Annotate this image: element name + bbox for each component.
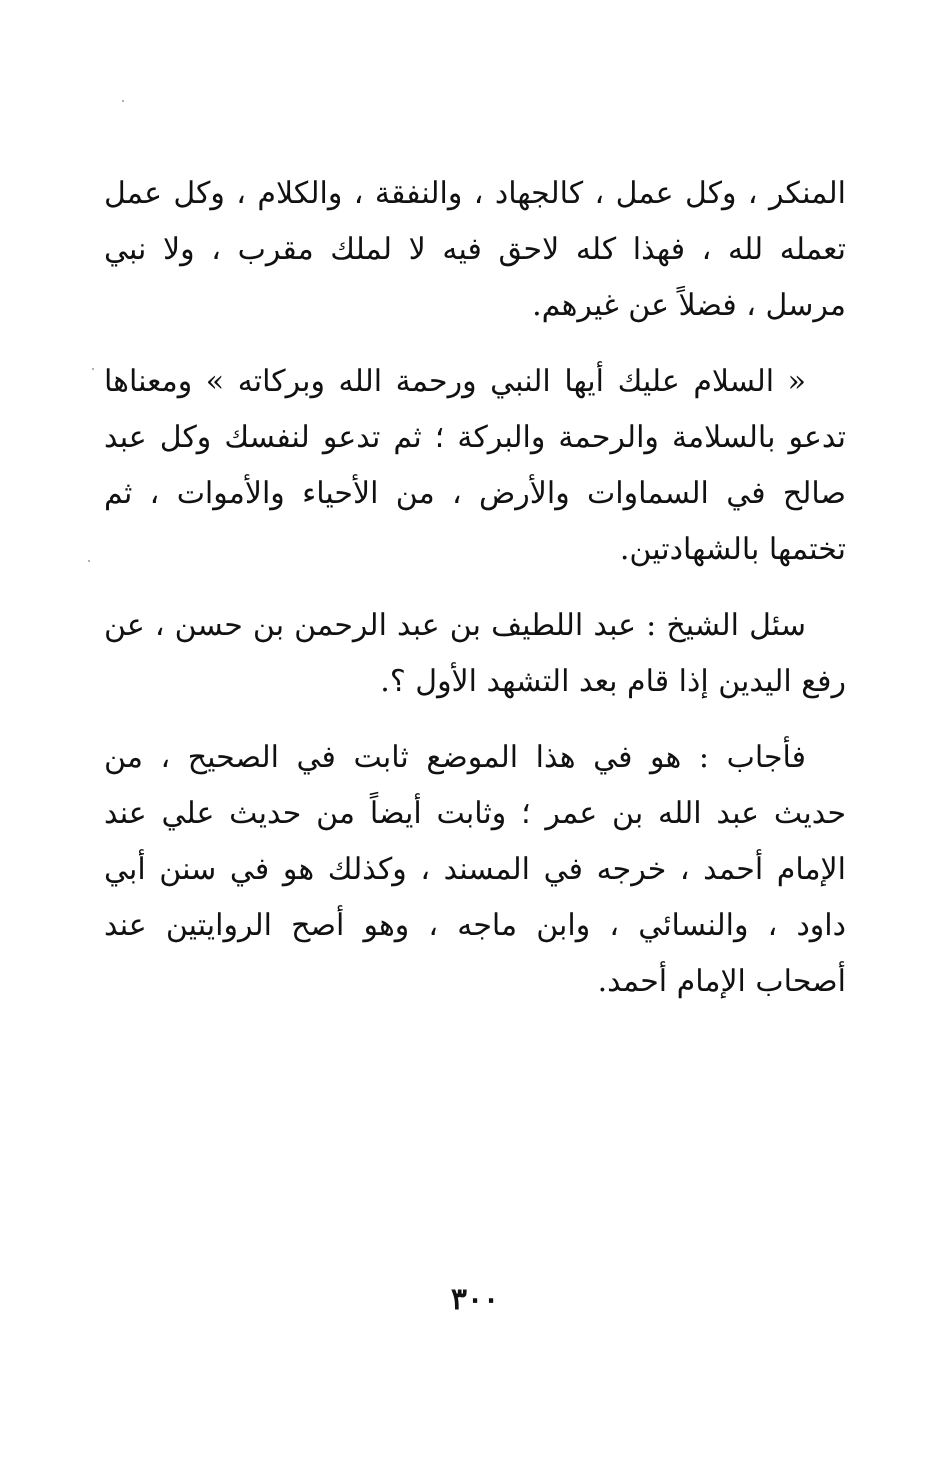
scan-speck — [88, 560, 90, 562]
paragraph-4: فأجاب : هو في هذا الموضع ثابت في الصحيح ، من حديث عبد الله بن عمر ؛ وثابت أيضاً من حديث علي عند الإمام أحمد ، خرجه في المسند ، وكذلك هو في سنن أبي داود ، والنسائي ، وابن ماجه ، وهو أصح الروايتين عند أصحاب الإمام أحمد. — [104, 740, 846, 999]
page-body — [104, 166, 846, 1030]
scan-speck — [92, 368, 94, 370]
page-number: ٣٠٠ — [450, 1282, 500, 1317]
paragraph-1: المنكر ، وكل عمل ، كالجهاد ، والنفقة ، والكلام ، وكل عمل تعمله لله ، فهذا كله لاحق فيه لا لملك مقرب ، ولا نبي مرسل ، فضلاً عن غيرهم. — [104, 176, 846, 323]
paragraph-3: سئل الشيخ : عبد اللطيف بن عبد الرحمن بن حسن ، عن رفع اليدين إذا قام بعد التشهد الأول ؟. — [104, 608, 846, 699]
scan-speck — [122, 100, 124, 102]
paragraph-2: « السلام عليك أيها النبي ورحمة الله وبركاته » ومعناها تدعو بالسلامة والرحمة والبركة ؛ ثم تدعو لنفسك وكل عبد صالح في السماوات والأرض ، من الأحياء والأموات ، ثم تختمها بالشهادتين. — [104, 364, 846, 567]
